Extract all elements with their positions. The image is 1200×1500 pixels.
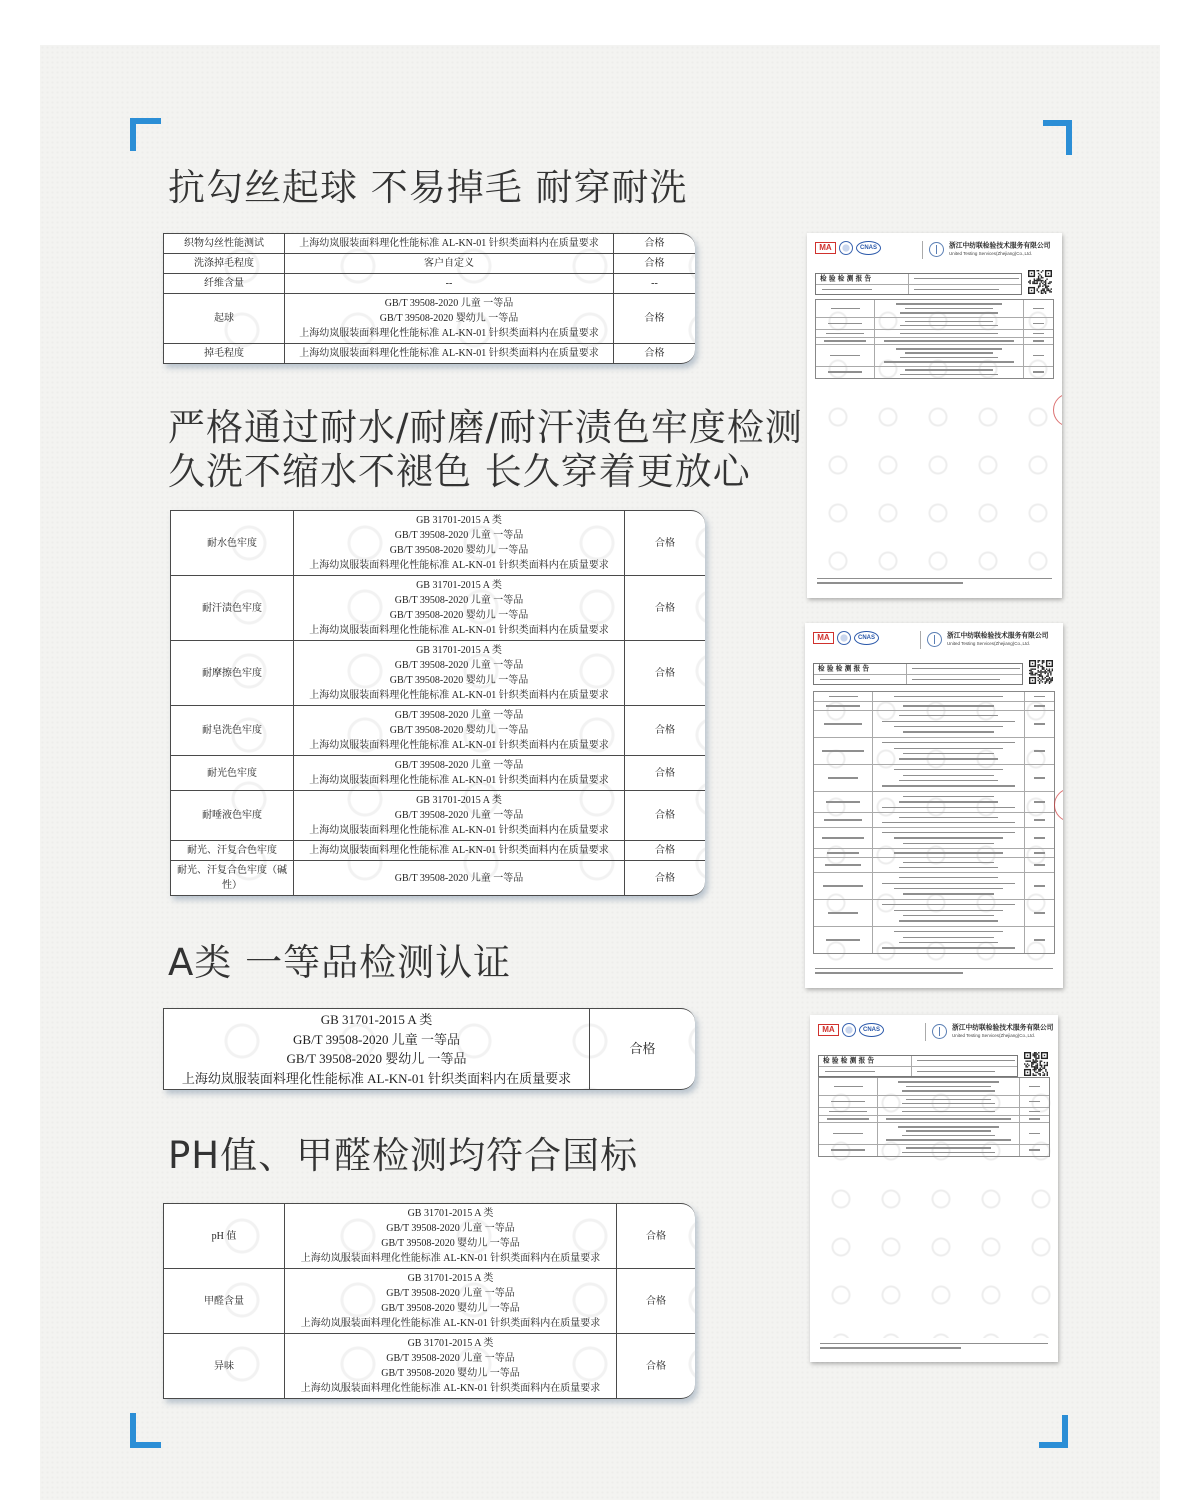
certificate-table-row <box>814 737 1054 764</box>
standard-line: GB 31701-2015 A 类 <box>416 795 502 806</box>
certificate-table-row <box>814 692 1054 701</box>
test-item-cell: 织物勾丝性能测试 <box>184 238 264 249</box>
qr-code-icon <box>1024 1052 1048 1076</box>
certificate-standard-cell <box>872 900 1024 926</box>
standard-line: GB/T 39508-2020 儿童 一等品 <box>386 1353 515 1364</box>
standard-cell <box>293 841 624 860</box>
table-row <box>171 860 705 895</box>
company-name-en: United Testing Services(Zhejiang)Co.,Ltd. <box>949 251 1032 256</box>
standard-line: 上海幼岚服装面料理化性能标准 AL-KN-01 针织类面料内在质量要求 <box>309 560 609 571</box>
standard-line: 上海幼岚服装面料理化性能标准 AL-KN-01 针织类面料内在质量要求 <box>309 740 609 751</box>
test-item-cell: 甲醛含量 <box>204 1295 244 1307</box>
standard-line: 上海幼岚服装面料理化性能标准 AL-KN-01 针织类面料内在质量要求 <box>300 1383 601 1394</box>
certificate-result-cell <box>1019 1096 1049 1107</box>
ilac-logo-icon <box>837 631 851 645</box>
certificate-result-cell <box>1024 813 1054 827</box>
table-row <box>164 234 695 253</box>
cnas-logo-icon: CNAS <box>859 1023 884 1037</box>
report-title: 检 验 检 测 报 告 <box>820 274 872 283</box>
certificate-item-cell <box>819 1078 877 1095</box>
result-cell: 合格 <box>624 706 705 755</box>
header-divider <box>922 241 923 259</box>
standard-cell <box>293 791 624 840</box>
certificate-table-row <box>814 812 1054 827</box>
certificate-table-row <box>814 872 1054 899</box>
result-cell: 合格 <box>613 254 695 273</box>
certificate-table-row <box>814 899 1054 926</box>
result-cell: 合格 <box>624 861 705 895</box>
result-cell: 合格 <box>616 1204 695 1268</box>
section-title-pilling: 抗勾丝起球 不易掉毛 耐穿耐洗 <box>168 166 688 209</box>
table-row <box>164 1333 695 1398</box>
standard-cell <box>284 294 613 343</box>
result-cell: 合格 <box>624 756 705 790</box>
standard-line: GB 31701-2015 A 类 <box>407 1273 494 1284</box>
table-row <box>171 755 705 790</box>
pilling-test-table <box>163 233 695 364</box>
certificate-result-cell <box>1024 873 1054 899</box>
standard-line: GB 31701-2015 A 类 <box>320 1012 433 1027</box>
certificate-standard-cell <box>872 858 1024 872</box>
certificate-item-cell <box>814 813 872 827</box>
standard-cell <box>284 1269 616 1333</box>
test-item-cell: pH 值 <box>211 1230 237 1242</box>
certificate-item-cell <box>814 828 872 848</box>
result-cell: 合格 <box>613 234 695 253</box>
certificate-result-cell <box>1024 900 1054 926</box>
certificate-result-cell <box>1024 927 1054 953</box>
test-report-certificate <box>810 1015 1058 1362</box>
certificate-result-cell <box>1023 338 1053 345</box>
certificate-standard-cell <box>877 1123 1019 1143</box>
certificate-item-cell <box>814 900 872 926</box>
standard-cell <box>293 706 624 755</box>
table-row <box>171 790 705 840</box>
certificate-table-row <box>816 366 1053 378</box>
certificate-table-row <box>819 1144 1049 1156</box>
company-name-en: United Testing Services(Zhejiang)Co.,Ltd. <box>947 641 1030 646</box>
certificate-result-cell <box>1024 828 1054 848</box>
standard-cell <box>293 861 624 895</box>
certificate-footer <box>820 1343 1048 1349</box>
table-row <box>171 840 705 860</box>
result-cell: 合格 <box>616 1334 695 1398</box>
certificate-result-cell <box>1024 692 1054 701</box>
company-name-cn: 浙江中纺联检验技术服务有限公司 <box>952 1024 1054 1032</box>
standard-line: GB/T 39508-2020 儿童 一等品 <box>293 1031 460 1047</box>
standard-line: GB 31701-2015 A 类 <box>416 580 502 591</box>
certificate-table-row <box>816 344 1053 365</box>
ma-logo-icon: MA <box>813 632 834 644</box>
certificate-item-cell <box>814 702 872 710</box>
certificate-item-cell <box>819 1145 877 1156</box>
result-cell: 合格 <box>613 344 695 363</box>
test-item-cell: 耐皂洗色牢度 <box>202 725 262 736</box>
certificate-result-cell <box>1023 345 1053 365</box>
certificate-standard-cell <box>874 318 1023 329</box>
certificate-item-cell <box>816 300 874 317</box>
certificate-table-row <box>816 300 1053 317</box>
certificate-table-row <box>816 317 1053 329</box>
test-item-cell: 耐光、汗复合色牢度（碱性） <box>177 865 287 891</box>
ma-logo-icon: MA <box>818 1024 839 1036</box>
result-cell: 合格 <box>624 791 705 840</box>
table-row <box>164 1009 695 1089</box>
certificate-table-row <box>819 1122 1049 1143</box>
header-divider <box>925 1023 926 1041</box>
certificate-item-cell <box>814 792 872 812</box>
report-title: 检 验 检 测 报 告 <box>823 1056 875 1065</box>
standard-line: GB/T 39508-2020 儿童 一等品 <box>394 660 524 671</box>
table-row <box>164 343 695 363</box>
certificate-result-cell <box>1019 1116 1049 1123</box>
certificate-footer <box>817 578 1052 584</box>
certificate-table-row <box>819 1107 1049 1115</box>
table-row <box>164 1204 695 1268</box>
certificate-result-cell <box>1019 1145 1049 1156</box>
certificate-item-cell <box>819 1108 877 1115</box>
uts-logo-icon <box>929 242 944 257</box>
certificate-result-cell <box>1023 300 1053 317</box>
certificate-table-row <box>819 1078 1049 1095</box>
report-info-box <box>815 273 1022 295</box>
certificate-result-cell <box>1024 702 1054 710</box>
result-cell: 合格 <box>624 511 705 575</box>
standard-line: 上海幼岚服装面料理化性能标准 AL-KN-01 针织类面料内在质量要求 <box>300 1253 601 1264</box>
certificate-item-cell <box>814 849 872 857</box>
corner-bracket-top-left-icon <box>130 118 161 151</box>
standard-line: -- <box>445 278 453 289</box>
certificate-standard-cell <box>872 813 1024 827</box>
standard-line: GB/T 39508-2020 儿童 一等品 <box>394 810 524 821</box>
test-item-cell: 耐水色牢度 <box>207 537 257 549</box>
standard-line: GB/T 39508-2020 儿童 一等品 <box>384 298 514 309</box>
certificate-result-cell <box>1024 738 1054 764</box>
ph-formaldehyde-test-table <box>163 1203 695 1399</box>
table-row <box>164 293 695 343</box>
standard-line: GB/T 39508-2020 儿童 一等品 <box>386 1288 515 1299</box>
table-row <box>171 705 705 755</box>
colorfastness-test-table <box>170 510 705 896</box>
standard-line: GB/T 39508-2020 儿童 一等品 <box>394 872 524 884</box>
certificate-item-cell <box>819 1116 877 1123</box>
table-row <box>164 1268 695 1333</box>
certificate-table-row <box>814 926 1054 953</box>
grade-a-test-table <box>163 1008 695 1090</box>
test-item-cell: 耐唾液色牢度 <box>202 810 262 821</box>
certificate-item-cell <box>814 873 872 899</box>
standard-line: GB/T 39508-2020 儿童 一等品 <box>394 530 524 541</box>
certificate-table-row <box>814 857 1054 872</box>
certificate-standard-cell <box>872 738 1024 764</box>
test-report-certificate <box>805 623 1063 988</box>
certificate-standard-cell <box>874 345 1023 365</box>
certificate-item-cell <box>819 1123 877 1143</box>
certificate-table <box>818 1077 1050 1157</box>
standard-line: GB 31701-2015 A 类 <box>407 1208 494 1219</box>
table-row <box>164 253 695 273</box>
cnas-logo-icon: CNAS <box>854 631 879 645</box>
certificate-item-cell <box>816 330 874 337</box>
qr-code-icon <box>1029 660 1053 684</box>
qr-code-icon <box>1028 270 1052 294</box>
standard-line: 上海幼岚服装面料理化性能标准 AL-KN-01 针织类面料内在质量要求 <box>299 328 599 339</box>
standard-cell <box>284 254 613 273</box>
standard-line: GB/T 39508-2020 儿童 一等品 <box>394 710 524 721</box>
standard-line: 上海幼岚服装面料理化性能标准 AL-KN-01 针织类面料内在质量要求 <box>309 625 609 636</box>
certificate-table-row <box>814 827 1054 848</box>
standard-line: GB/T 39508-2020 婴幼儿 一等品 <box>389 545 529 556</box>
corner-bracket-bottom-left-icon <box>130 1413 161 1448</box>
standard-cell <box>284 1334 616 1398</box>
standard-line: GB/T 39508-2020 婴幼儿 一等品 <box>381 1238 520 1249</box>
standard-line: 上海幼岚服装面料理化性能标准 AL-KN-01 针织类面料内在质量要求 <box>300 1318 601 1329</box>
certificate-standard-cell <box>877 1145 1019 1156</box>
certificate-item-cell <box>814 927 872 953</box>
certificate-item-cell <box>814 765 872 791</box>
standard-line: 上海幼岚服装面料理化性能标准 AL-KN-01 针织类面料内在质量要求 <box>309 690 609 701</box>
certificate-standard-cell <box>872 711 1024 737</box>
section-subtitle-colorfastness: 久洗不缩水不褪色 长久穿着更放心 <box>168 450 751 493</box>
uts-logo-icon <box>932 1024 947 1039</box>
certificate-result-cell <box>1024 792 1054 812</box>
certificate-item-cell <box>816 345 874 365</box>
test-report-certificate <box>807 233 1062 598</box>
certificate-standard-cell <box>874 300 1023 317</box>
standard-line: GB/T 39508-2020 婴幼儿 一等品 <box>379 313 519 324</box>
report-info-box <box>813 663 1023 685</box>
ma-logo-icon: MA <box>815 242 836 254</box>
standard-cell <box>164 1009 589 1089</box>
certificate-standard-cell <box>872 828 1024 848</box>
certificate-item-cell <box>816 338 874 345</box>
standard-cell <box>284 274 613 293</box>
report-title: 检 验 检 测 报 告 <box>818 664 870 673</box>
standard-line: 上海幼岚服装面料理化性能标准 AL-KN-01 针织类面料内在质量要求 <box>181 1070 572 1086</box>
certificate-table <box>813 691 1055 954</box>
certificate-item-cell <box>819 1096 877 1107</box>
certificate-standard-cell <box>877 1078 1019 1095</box>
certificate-standard-cell <box>874 330 1023 337</box>
certificate-standard-cell <box>874 367 1023 378</box>
standard-line: 上海幼岚服装面料理化性能标准 AL-KN-01 针织类面料内在质量要求 <box>309 825 609 836</box>
standard-line: GB 31701-2015 A 类 <box>407 1338 494 1349</box>
report-info-box <box>818 1055 1018 1077</box>
test-item-cell: 耐光、汗复合色牢度 <box>187 845 277 856</box>
certificate-result-cell <box>1019 1123 1049 1143</box>
certificate-result-cell <box>1024 711 1054 737</box>
standard-line: 上海幼岚服装面料理化性能标准 AL-KN-01 针织类面料内在质量要求 <box>309 775 609 786</box>
certificate-standard-cell <box>877 1108 1019 1115</box>
certificate-standard-cell <box>872 692 1024 701</box>
certificate-result-cell <box>1023 318 1053 329</box>
certificate-result-cell <box>1024 849 1054 857</box>
certificate-result-cell <box>1023 330 1053 337</box>
certificate-standard-cell <box>872 849 1024 857</box>
certificate-standard-cell <box>872 702 1024 710</box>
certificate-standard-cell <box>872 873 1024 899</box>
company-name-cn: 浙江中纺联检验技术服务有限公司 <box>947 632 1049 640</box>
standard-line: GB/T 39508-2020 婴幼儿 一等品 <box>381 1303 520 1314</box>
standard-line: GB/T 39508-2020 婴幼儿 一等品 <box>389 675 529 686</box>
result-cell: -- <box>613 274 695 293</box>
certificate-standard-cell <box>872 765 1024 791</box>
certificate-standard-cell <box>877 1096 1019 1107</box>
certificate-item-cell <box>816 318 874 329</box>
certificate-standard-cell <box>874 338 1023 345</box>
certificate-item-cell <box>814 738 872 764</box>
standard-cell <box>293 576 624 640</box>
section-title-colorfastness: 严格通过耐水/耐磨/耐汗渍色牢度检测 <box>168 406 803 449</box>
certificate-table-row <box>814 701 1054 710</box>
certificate-table <box>815 299 1054 379</box>
certificate-result-cell <box>1019 1078 1049 1095</box>
standard-line: GB 31701-2015 A 类 <box>416 645 502 656</box>
certificate-result-cell <box>1023 367 1053 378</box>
standard-line: GB/T 39508-2020 婴幼儿 一等品 <box>389 610 529 621</box>
standard-line: 上海幼岚服装面料理化性能标准 AL-KN-01 针织类面料内在质量要求 <box>299 348 599 359</box>
certificate-item-cell <box>814 711 872 737</box>
standard-cell <box>293 756 624 790</box>
standard-line: GB/T 39508-2020 婴幼儿 一等品 <box>381 1368 520 1379</box>
test-item-cell: 耐汗渍色牢度 <box>202 602 262 614</box>
corner-bracket-top-right-icon <box>1043 120 1072 155</box>
standard-cell <box>284 234 613 253</box>
section-title-grade-a: A类 一等品检测认证 <box>168 941 512 984</box>
section-title-ph: PH值、甲醛检测均符合国标 <box>168 1134 639 1177</box>
certificate-table-row <box>814 791 1054 812</box>
standard-line: 上海幼岚服装面料理化性能标准 AL-KN-01 针织类面料内在质量要求 <box>299 238 599 249</box>
result-cell: 合格 <box>624 841 705 860</box>
certificate-table-row <box>816 329 1053 337</box>
certificate-item-cell <box>816 367 874 378</box>
certificate-table-row <box>814 764 1054 791</box>
certificate-item-cell <box>814 858 872 872</box>
company-name-en: United Testing Services(Zhejiang)Co.,Ltd. <box>952 1033 1035 1038</box>
test-item-cell: 洗涤掉毛程度 <box>194 258 254 269</box>
standard-line: GB/T 39508-2020 儿童 一等品 <box>386 1223 515 1234</box>
standard-line: GB 31701-2015 A 类 <box>416 515 502 526</box>
certificate-table-row <box>814 848 1054 857</box>
test-item-cell: 异味 <box>214 1360 234 1372</box>
result-cell: 合格 <box>624 641 705 705</box>
table-row <box>171 640 705 705</box>
company-name-cn: 浙江中纺联检验技术服务有限公司 <box>949 242 1051 250</box>
standard-cell <box>293 511 624 575</box>
certificate-result-cell <box>1024 858 1054 872</box>
certificate-table-row <box>819 1115 1049 1123</box>
result-cell: 合格 <box>589 1009 695 1089</box>
corner-bracket-bottom-right-icon <box>1039 1415 1068 1448</box>
certificate-table-row <box>814 710 1054 737</box>
ilac-logo-icon <box>839 241 853 255</box>
standard-line: GB/T 39508-2020 婴幼儿 一等品 <box>286 1051 467 1066</box>
standard-line: GB/T 39508-2020 儿童 一等品 <box>394 760 524 771</box>
result-cell: 合格 <box>616 1269 695 1333</box>
test-item-cell: 耐摩擦色牢度 <box>202 667 262 679</box>
table-row <box>164 273 695 293</box>
standard-cell <box>284 344 613 363</box>
test-item-cell: 掉毛程度 <box>204 348 244 359</box>
certificate-standard-cell <box>872 792 1024 812</box>
uts-logo-icon <box>927 632 942 647</box>
standard-cell <box>293 641 624 705</box>
certificate-standard-cell <box>877 1116 1019 1123</box>
certificate-table-row <box>819 1095 1049 1107</box>
result-cell: 合格 <box>613 294 695 343</box>
certificate-footer <box>815 968 1053 974</box>
standard-line: 上海幼岚服装面料理化性能标准 AL-KN-01 针织类面料内在质量要求 <box>309 845 609 856</box>
test-item-cell: 起球 <box>214 313 234 324</box>
cnas-logo-icon: CNAS <box>856 241 881 255</box>
table-row <box>171 575 705 640</box>
test-item-cell: 纤维含量 <box>204 278 244 289</box>
certificate-item-cell <box>814 692 872 701</box>
standard-line: GB/T 39508-2020 儿童 一等品 <box>394 595 524 606</box>
certificate-standard-cell <box>872 927 1024 953</box>
test-item-cell: 耐光色牢度 <box>207 767 257 779</box>
certificate-table-row <box>816 337 1053 345</box>
header-divider <box>920 631 921 649</box>
certificate-result-cell <box>1019 1108 1049 1115</box>
standard-line: GB/T 39508-2020 婴幼儿 一等品 <box>389 725 529 736</box>
ilac-logo-icon <box>842 1023 856 1037</box>
certificate-result-cell <box>1024 765 1054 791</box>
result-cell: 合格 <box>624 576 705 640</box>
table-row <box>171 511 705 575</box>
standard-cell <box>284 1204 616 1268</box>
standard-line: 客户自定义 <box>424 258 474 269</box>
